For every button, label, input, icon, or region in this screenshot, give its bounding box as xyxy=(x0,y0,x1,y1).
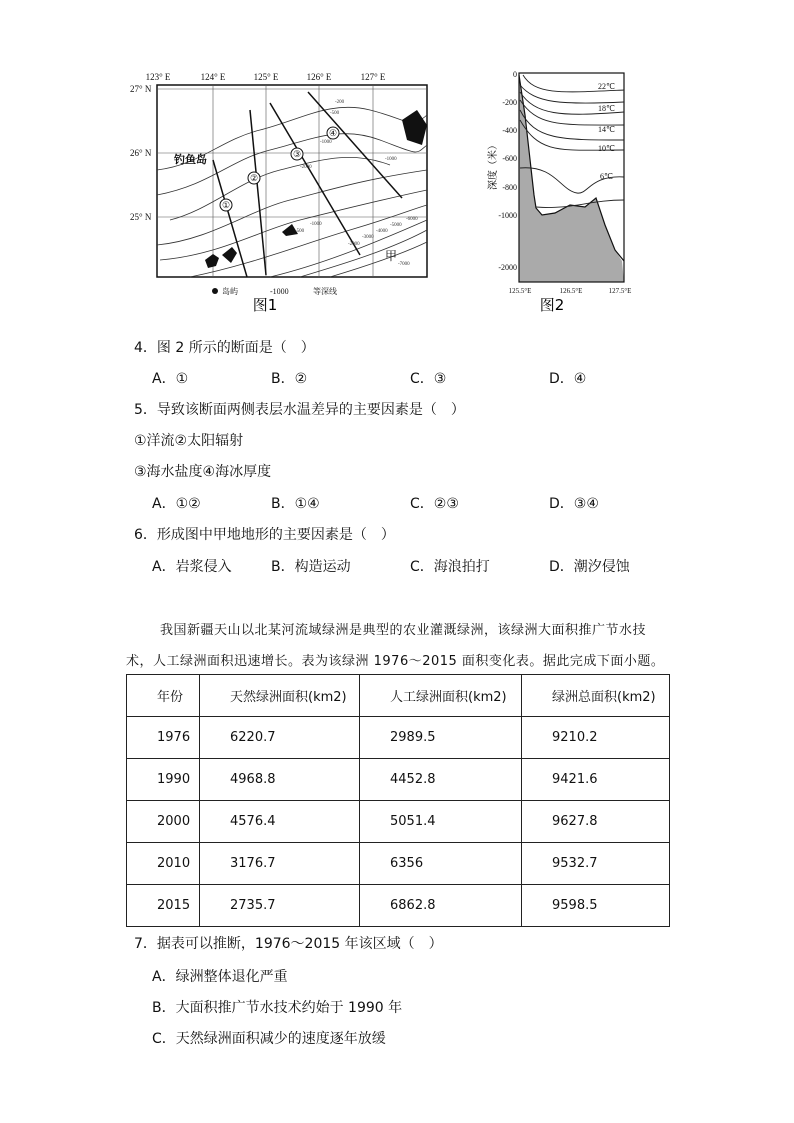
q7-option-c[interactable]: C．天然绿洲面积减少的速度逐年放缓 xyxy=(152,1031,386,1047)
q5-option-d[interactable]: D．③④ xyxy=(549,496,599,512)
isotherm-label: 6℃ xyxy=(600,172,613,181)
legend-contour: 等深线 xyxy=(313,287,337,296)
q6-option-a[interactable]: A．岩浆侵入 xyxy=(152,559,232,575)
total-area-cell: 9210.2 xyxy=(522,717,670,759)
section-label: ② xyxy=(249,173,259,183)
total-area-cell: 9421.6 xyxy=(522,759,670,801)
q5-item-line: ③海水盐度④海冰厚度 xyxy=(134,464,272,480)
q5-item-line: ①洋流②太阳辐射 xyxy=(134,433,244,449)
question-7-stem: 7．据表可以推断，1976～2015 年该区域（ ） xyxy=(134,936,443,952)
year-cell: 1990 xyxy=(127,759,200,801)
contour-label: -500 xyxy=(295,229,305,234)
table-row xyxy=(127,801,670,843)
lat-label: 25° N xyxy=(130,212,152,222)
lon-label: 127° E xyxy=(360,72,386,82)
artificial-area-cell: 4452.8 xyxy=(360,759,522,801)
lon-label: 127.5°E xyxy=(608,287,632,295)
q4-option-d[interactable]: D．④ xyxy=(549,371,587,387)
total-area-cell: 9532.7 xyxy=(522,843,670,885)
lon-label: 126.5°E xyxy=(559,287,583,295)
contour-label: -1000 xyxy=(320,140,332,145)
section-label: ③ xyxy=(292,149,302,159)
y-axis-title: 深度（米） xyxy=(488,140,499,190)
q7-option-b[interactable]: B．大面积推广节水技术约始于 1990 年 xyxy=(152,1000,403,1016)
year-cell: 1976 xyxy=(127,717,200,759)
contour-label: -4000 xyxy=(376,229,388,234)
contour-label: -6000 xyxy=(406,217,418,222)
passage-line: 术，人工绿洲面积迅速增长。表为该绿洲 1976～2015 面积变化表。据此完成下面小题。 xyxy=(126,654,665,669)
q5-option-a[interactable]: A．①② xyxy=(152,496,201,512)
question-5-stem: 5．导致该断面两侧表层水温差异的主要因素是（ ） xyxy=(134,402,465,418)
contour-label: -200 xyxy=(335,100,345,105)
year-cell: 2000 xyxy=(127,801,200,843)
region-jia-label: 甲 xyxy=(385,249,398,263)
question-4-stem: 4．图 2 所示的断面是（ ） xyxy=(134,340,315,356)
figure-1-map xyxy=(130,70,450,320)
contour-label: -2000 xyxy=(348,242,360,247)
natural-area-cell: 4576.4 xyxy=(200,801,360,843)
year-cell: 2010 xyxy=(127,843,200,885)
q4-option-c[interactable]: C．③ xyxy=(410,371,447,387)
year-cell: 2015 xyxy=(127,885,200,927)
isotherm-label: 18℃ xyxy=(598,104,615,113)
depth-label: -400 xyxy=(502,126,517,135)
table-row xyxy=(127,717,670,759)
question-6-stem: 6．形成图中甲地地形的主要因素是（ ） xyxy=(134,527,395,543)
q5-option-b[interactable]: B．①④ xyxy=(271,496,320,512)
artificial-area-cell: 6356 xyxy=(360,843,522,885)
total-area-cell: 9627.8 xyxy=(522,801,670,843)
depth-label: -2000 xyxy=(498,263,517,272)
oasis-area-table xyxy=(126,674,670,927)
q4-option-a[interactable]: A．① xyxy=(152,371,189,387)
passage-line: 我国新疆天山以北某河流域绿洲是典型的农业灌溉绿洲，该绿洲大面积推广节水技 xyxy=(160,623,647,638)
q6-option-d[interactable]: D．潮汐侵蚀 xyxy=(549,559,630,575)
contour-label: -1000 xyxy=(385,157,397,162)
lat-label: 26° N xyxy=(130,148,152,158)
header-cell: 绿洲总面积(km2) xyxy=(522,675,670,717)
natural-area-cell: 2735.7 xyxy=(200,885,360,927)
artificial-area-cell: 2989.5 xyxy=(360,717,522,759)
depth-label: -600 xyxy=(502,154,517,163)
figure-1-caption: 图1 xyxy=(252,296,278,314)
total-area-cell: 9598.5 xyxy=(522,885,670,927)
diaoyu-island-label: 钓鱼岛 xyxy=(174,154,207,166)
isotherm-label: 22℃ xyxy=(598,82,615,91)
table-header-row xyxy=(127,675,670,717)
header-cell: 人工绿洲面积(km2) xyxy=(360,675,522,717)
contour-label: -2000 xyxy=(300,165,312,170)
depth-label: -200 xyxy=(502,98,517,107)
natural-area-cell: 4968.8 xyxy=(200,759,360,801)
lon-label: 123° E xyxy=(145,72,171,82)
q5-option-c[interactable]: C．②③ xyxy=(410,496,459,512)
legend-contour-value: -1000 xyxy=(270,287,289,296)
header-cell: 年份 xyxy=(127,675,200,717)
table-row xyxy=(127,885,670,927)
q7-option-a[interactable]: A．绿洲整体退化严重 xyxy=(152,969,288,985)
artificial-area-cell: 5051.4 xyxy=(360,801,522,843)
depth-label: 0 xyxy=(513,70,517,79)
depth-label: -800 xyxy=(502,183,517,192)
contour-label: -5000 xyxy=(390,223,402,228)
artificial-area-cell: 6862.8 xyxy=(360,885,522,927)
isotherm-label: 14℃ xyxy=(598,125,615,134)
natural-area-cell: 6220.7 xyxy=(200,717,360,759)
lon-label: 126° E xyxy=(306,72,332,82)
contour-label: -1000 xyxy=(310,222,322,227)
q6-option-b[interactable]: B．构造运动 xyxy=(271,559,351,575)
q6-option-c[interactable]: C．海浪拍打 xyxy=(410,559,490,575)
natural-area-cell: 3176.7 xyxy=(200,843,360,885)
figure-2-section xyxy=(480,65,640,315)
header-cell: 天然绿洲面积(km2) xyxy=(200,675,360,717)
legend-island: 岛屿 xyxy=(222,287,238,296)
section-label: ④ xyxy=(328,128,338,138)
lat-label: 27° N xyxy=(130,84,152,94)
table-row xyxy=(127,843,670,885)
section-label: ① xyxy=(221,200,231,210)
q4-option-b[interactable]: B．② xyxy=(271,371,308,387)
figure-2-caption: 图2 xyxy=(539,296,565,314)
contour-label: -7000 xyxy=(398,262,410,267)
lon-label: 125° E xyxy=(253,72,279,82)
contour-label: -3000 xyxy=(362,235,374,240)
lon-label: 124° E xyxy=(200,72,226,82)
depth-label: -1000 xyxy=(498,211,517,220)
contour-label: -500 xyxy=(330,111,340,116)
isotherm-label: 10℃ xyxy=(598,144,615,153)
lon-label: 125.5°E xyxy=(508,287,532,295)
table-row xyxy=(127,759,670,801)
